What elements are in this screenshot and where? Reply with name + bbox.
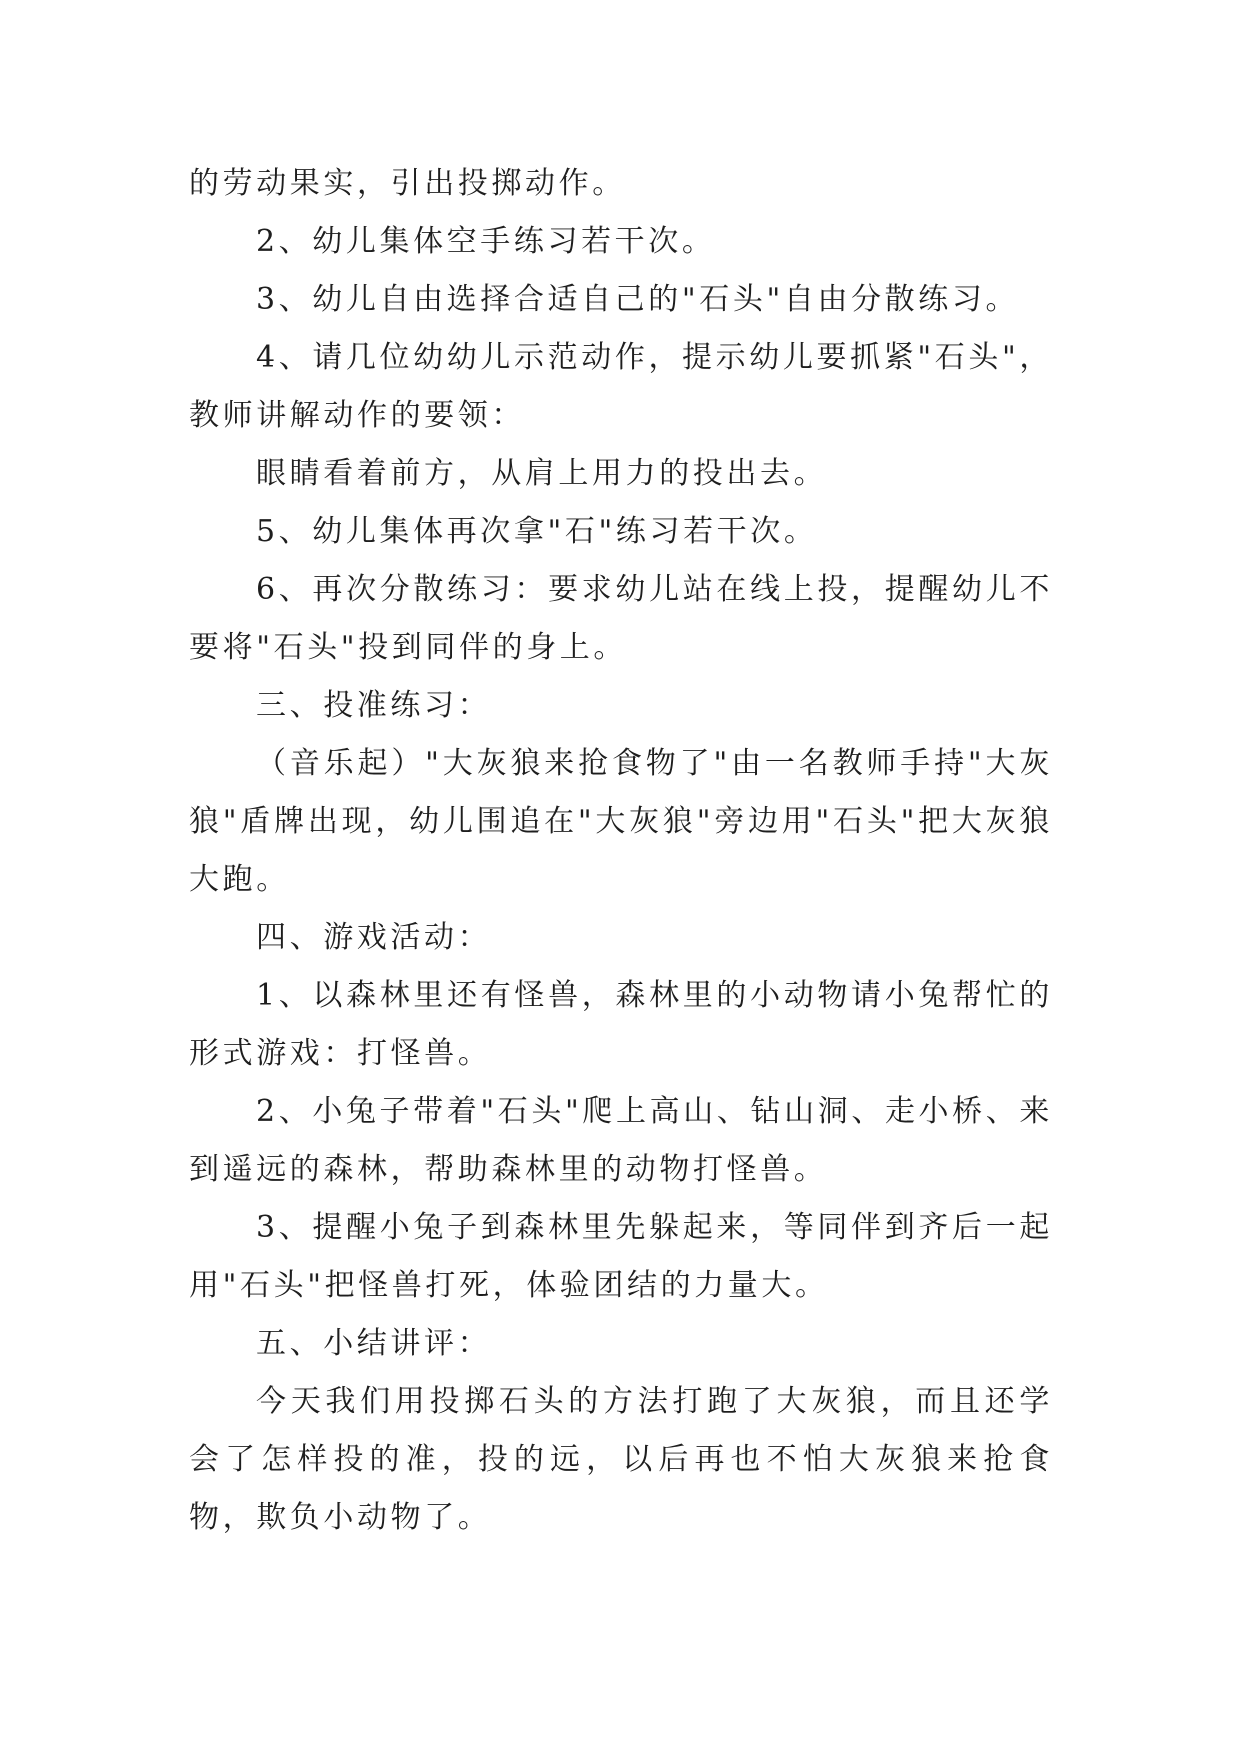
paragraph-continuation: 的劳动果实，引出投掷动作。 — [189, 166, 626, 201]
paragraph-accuracy-practice: （音乐起）"大灰狼来抢食物了"由一名教师手持"大灰狼"盾牌出现，幼儿围追在"大灰狼"旁边用"石头"把大灰狼大跑。 — [189, 746, 1053, 897]
paragraph-step-5: 5、幼儿集体再次拿"石"练习若干次。 — [256, 514, 818, 549]
paragraph-action-key: 眼睛看着前方，从肩上用力的投出去。 — [256, 456, 828, 491]
paragraph-step-2: 2、幼儿集体空手练习若干次。 — [256, 224, 716, 259]
paragraph-step-4: 4、请几位幼幼儿示范动作，提示幼儿要抓紧"石头"，教师讲解动作的要领： — [189, 340, 1053, 433]
paragraph-game-1: 1、以森林里还有怪兽，森林里的小动物请小兔帮忙的形式游戏：打怪兽。 — [189, 978, 1053, 1071]
section-heading-4: 四、游戏活动： — [256, 920, 492, 955]
section-heading-3: 三、投准练习： — [256, 688, 492, 723]
paragraph-game-2: 2、小兔子带着"石头"爬上高山、钻山洞、走小桥、来到遥远的森林，帮助森林里的动物打怪兽。 — [189, 1094, 1053, 1187]
paragraph-game-3: 3、提醒小兔子到森林里先躲起来，等同伴到齐后一起用"石头"把怪兽打死，体验团结的力量大。 — [189, 1210, 1053, 1303]
paragraph-summary: 今天我们用投掷石头的方法打跑了大灰狼，而且还学会了怎样投的准，投的远，以后再也不怕大灰狼来抢食物，欺负小动物了。 — [189, 1384, 1053, 1535]
section-heading-5: 五、小结讲评： — [256, 1326, 492, 1361]
paragraph-step-6: 6、再次分散练习：要求幼儿站在线上投，提醒幼儿不要将"石头"投到同伴的身上。 — [189, 572, 1053, 665]
paragraph-step-3: 3、幼儿自由选择合适自己的"石头"自由分散练习。 — [256, 282, 1020, 317]
document-body — [189, 155, 1053, 1547]
